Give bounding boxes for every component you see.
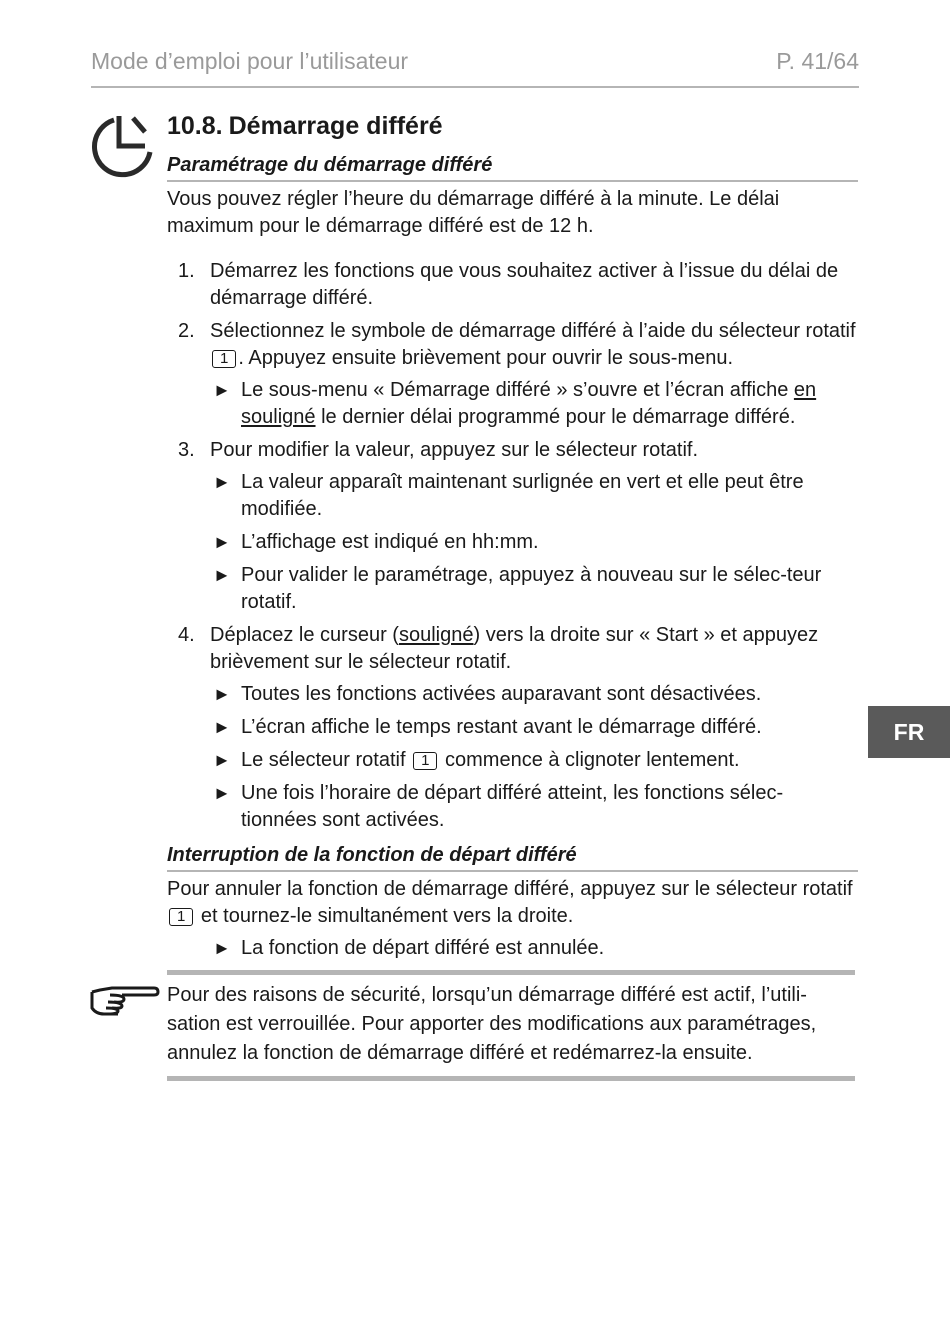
section-content <box>167 154 858 968</box>
steps-list <box>167 258 858 834</box>
list-item <box>210 747 858 774</box>
list-item <box>210 714 858 741</box>
list-item <box>167 622 858 834</box>
key-reference-box: 1 <box>212 350 236 368</box>
list-item <box>167 318 858 431</box>
result-text: La valeur apparaît maintenant surlignée en vert et elle peut être modifiée. <box>241 471 804 520</box>
result-text-continued: commence à clignoter lentement. <box>445 749 740 771</box>
cancel-text-continued: et tournez-le simultanément vers la droite. <box>200 905 574 927</box>
result-text: Le sélecteur rotatif <box>241 749 406 771</box>
section-title <box>167 112 443 141</box>
step-text-continued: ) vers la droite sur « Start » et appuyez brièvement sur le sélecteur rotatif. <box>210 624 819 673</box>
list-item <box>210 377 858 431</box>
result-text: Toutes les fonctions activées auparavant sont désactivées. <box>241 683 762 705</box>
step-text-continued: . Appuyez ensuite brièvement pour ouvrir le sous-menu. <box>238 347 734 369</box>
safety-note: Pour des raisons de sécurité, lorsqu’un démarrage différé est actif, l’utili-sation est verrouillée. Pour apporter des modifications aux paramétrages, annulez la fonction de démarrage différé et redémarrez-la ensuite. <box>167 970 855 1081</box>
results-list <box>210 469 858 616</box>
cancel-text: Pour annuler la fonction de démarrage différé, appuyez sur le sélecteur rotatif <box>167 878 853 900</box>
cancel-paragraph <box>167 876 858 930</box>
step-text: Démarrez les fonctions que vous souhaitez activer à l’issue du délai de démarrage différé. <box>210 260 839 309</box>
arrow-icon: ► <box>213 684 231 704</box>
underlined-text: souligné <box>398 624 474 646</box>
list-item <box>167 258 858 312</box>
arrow-icon: ► <box>213 717 231 737</box>
list-item <box>210 562 858 616</box>
list-item <box>167 437 858 616</box>
result-text: L’affichage est indiqué en hh:mm. <box>241 531 539 553</box>
result-text-continued: le dernier délai programmé pour le démarrage différé. <box>315 406 796 428</box>
list-item <box>210 529 858 556</box>
result-text: Le sous-menu « Démarrage différé » s’ouvre et l’écran affiche <box>241 379 794 401</box>
section-title-text: Démarrage différé <box>228 112 443 140</box>
language-tab: FR <box>868 706 950 758</box>
section-number: 10.8. <box>167 112 223 140</box>
arrow-icon: ► <box>213 532 231 552</box>
page-number: P. 41/64 <box>776 48 859 74</box>
step-number: 3. <box>178 439 195 461</box>
step-text: Déplacez le curseur ( <box>210 624 399 646</box>
result-text: Une fois l’horaire de départ différé atteint, les fonctions sélec-tionnées sont activées. <box>241 782 784 831</box>
result-text: La fonction de départ différé est annulée. <box>241 937 605 959</box>
arrow-icon: ► <box>213 380 231 400</box>
step-number: 1. <box>178 260 195 282</box>
results-list <box>210 681 858 834</box>
key-reference-box: 1 <box>169 908 193 926</box>
arrow-icon: ► <box>213 472 231 492</box>
list-item <box>210 780 858 834</box>
page-header <box>91 48 859 88</box>
arrow-icon: ► <box>213 938 231 958</box>
step-number: 4. <box>178 624 195 646</box>
underlined-text: en souligné <box>241 379 817 428</box>
arrow-icon: ► <box>213 750 231 770</box>
key-reference-box: 1 <box>413 752 437 770</box>
subheading-setup: Paramétrage du démarrage différé <box>167 154 858 182</box>
arrow-icon: ► <box>213 565 231 585</box>
intro-paragraph: Vous pouvez régler l’heure du démarrage différé à la minute. Le délai maximum pour le démarrage différé est de 12 h. <box>167 188 780 237</box>
step-text: Pour modifier la valeur, appuyez sur le sélecteur rotatif. <box>210 439 699 461</box>
list-item <box>210 469 858 523</box>
list-item <box>210 681 858 708</box>
results-list <box>210 935 858 962</box>
list-item <box>210 935 858 962</box>
header-title: Mode d’emploi pour l’utilisateur <box>91 48 409 74</box>
step-text: Sélectionnez le symbole de démarrage différé à l’aide du sélecteur rotatif <box>210 320 856 342</box>
subheading-interruption: Interruption de la fonction de départ différé <box>167 844 858 872</box>
result-text: Pour valider le paramétrage, appuyez à nouveau sur le sélec-teur rotatif. <box>241 564 822 613</box>
arrow-icon: ► <box>213 783 231 803</box>
result-text: L’écran affiche le temps restant avant le démarrage différé. <box>241 716 762 738</box>
clock-icon <box>90 112 156 178</box>
step-number: 2. <box>178 320 195 342</box>
results-list <box>210 377 858 431</box>
pointing-hand-icon <box>88 982 160 1018</box>
